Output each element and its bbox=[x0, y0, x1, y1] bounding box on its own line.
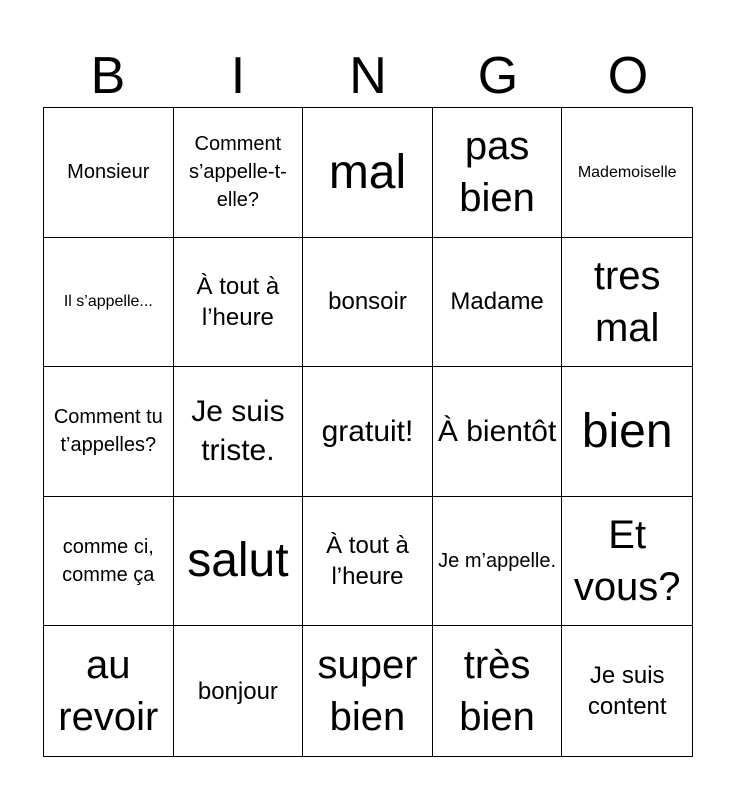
cell-text: super bien bbox=[317, 643, 418, 740]
bingo-cell[interactable] bbox=[44, 108, 174, 238]
bingo-board bbox=[43, 107, 693, 757]
cell-text: Je suis content bbox=[587, 662, 667, 721]
bingo-cell[interactable] bbox=[44, 238, 174, 368]
cell-text: Je suis triste. bbox=[191, 395, 285, 468]
bingo-cell[interactable] bbox=[303, 238, 433, 368]
cell-text: au revoir bbox=[58, 643, 159, 740]
cell-text: Monsieur bbox=[67, 161, 150, 184]
bingo-header bbox=[43, 45, 693, 107]
cell-text: Je m’appelle. bbox=[438, 550, 557, 573]
bingo-cell[interactable] bbox=[562, 108, 692, 238]
cell-text: Comment s’appelle-t-elle? bbox=[188, 133, 287, 212]
cell-text: pas bien bbox=[459, 124, 535, 221]
cell-text: À tout à l’heure bbox=[326, 531, 409, 591]
bingo-cell[interactable] bbox=[562, 238, 692, 368]
bingo-cell[interactable] bbox=[174, 238, 304, 368]
header-letter-n: N bbox=[349, 47, 387, 105]
cell-text: très bien bbox=[459, 643, 535, 740]
cell-text: tres mal bbox=[593, 253, 661, 350]
bingo-cell[interactable] bbox=[174, 108, 304, 238]
header-letter-b: B bbox=[90, 47, 126, 105]
bingo-cell[interactable] bbox=[303, 626, 433, 756]
cell-text: bonsoir bbox=[328, 288, 407, 316]
bingo-cell[interactable] bbox=[562, 367, 692, 497]
cell-text: gratuit! bbox=[321, 414, 414, 448]
bingo-cell[interactable] bbox=[174, 497, 304, 627]
bingo-cell[interactable] bbox=[433, 626, 563, 756]
bingo-cell[interactable] bbox=[44, 626, 174, 756]
bingo-cell[interactable] bbox=[433, 238, 563, 368]
cell-text: Mademoiselle bbox=[577, 163, 677, 181]
bingo-cell[interactable] bbox=[562, 626, 692, 756]
bingo-cell[interactable] bbox=[303, 497, 433, 627]
cell-text: Et vous? bbox=[573, 513, 681, 610]
bingo-cell[interactable] bbox=[433, 367, 563, 497]
bingo-cell[interactable] bbox=[44, 497, 174, 627]
bingo-cell[interactable] bbox=[433, 108, 563, 238]
bingo-cell[interactable] bbox=[303, 367, 433, 497]
bingo-cell[interactable] bbox=[174, 626, 304, 756]
bingo-cell[interactable] bbox=[44, 367, 174, 497]
cell-text: Il s’appelle... bbox=[63, 293, 153, 311]
cell-text: Madame bbox=[450, 288, 544, 316]
cell-text: À bientôt bbox=[437, 414, 557, 448]
cell-text: À tout à l’heure bbox=[196, 272, 280, 331]
header-letter-i: I bbox=[230, 47, 246, 105]
cell-text: mal bbox=[328, 145, 407, 199]
cell-text: comme ci, comme ça bbox=[62, 536, 155, 587]
bingo-cell[interactable] bbox=[433, 497, 563, 627]
header-letter-g: G bbox=[477, 47, 519, 105]
header-letter-o: O bbox=[607, 47, 649, 105]
bingo-cell[interactable] bbox=[562, 497, 692, 627]
cell-text: bonjour bbox=[197, 677, 278, 705]
bingo-cell[interactable] bbox=[174, 367, 304, 497]
cell-text: salut bbox=[187, 534, 289, 588]
cell-text: bien bbox=[581, 404, 673, 458]
cell-text: Comment tu t’appelles? bbox=[53, 406, 163, 457]
bingo-cell[interactable] bbox=[303, 108, 433, 238]
